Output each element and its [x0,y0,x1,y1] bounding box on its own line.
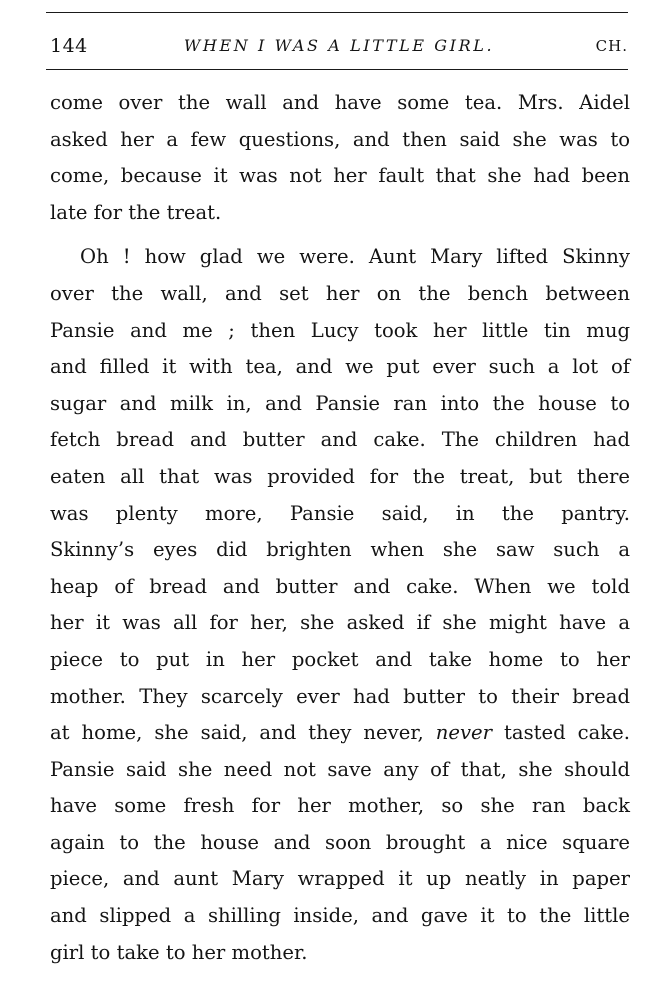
text-line: fetch bread and butter and cake. The children had [50,428,630,452]
running-title: WHEN I WAS A LITTLE GIRL. [183,36,495,55]
text-line: come over the wall and have some tea. Mrs. Aidel [50,91,630,114]
text-line: girl to take to her mother. [50,940,308,964]
line-start: at home, she said, and they never, [50,721,436,745]
text-line: Oh ! how glad we were. Aunt Mary lifted Skinny [80,245,630,269]
header-rule [46,69,628,70]
top-rule [46,12,628,13]
chapter-tag: CH. [595,37,628,55]
text-line: Skinny’s eyes did brighten when she saw such a [50,538,630,562]
body-text [50,85,630,971]
text-line: come, because it was not her fault that she had been [50,164,630,188]
text-line: have some fresh for her mother, so she ran back [50,794,630,818]
text-line: again to the house and soon brought a nice square [50,830,630,854]
paragraph-gap [50,231,630,239]
text-line: over the wall, and set her on the bench between [50,281,630,305]
text-line: mother. They scarcely ever had butter to their bread [50,684,630,708]
text-line: piece to put in her pocket and take home to her [50,647,630,671]
page-number: 144 [50,35,88,57]
text-line: Pansie and me ; then Lucy took her little tin mug [50,318,630,342]
text-line: and slipped a shilling inside, and gave it to the little [50,904,630,928]
text-line: Pansie said she need not save any of that, she should [50,757,630,781]
paragraph-2 [50,239,630,971]
running-head [50,33,628,59]
text-line: asked her a few questions, and then said she was to [50,127,630,151]
text-line: heap of bread and butter and cake. When we told [50,574,630,598]
text-line: piece, and aunt Mary wrapped it up neatly in paper [50,867,630,891]
text-line: late for the treat. [50,200,222,224]
text-line: eaten all that was provided for the treat, but there [50,464,630,488]
text-line: and filled it with tea, and we put ever such a lot of [50,355,630,379]
text-line: was plenty more, Pansie said, in the pantry. [50,501,630,525]
text-line: sugar and milk in, and Pansie ran into the house to [50,391,630,415]
paragraph-1 [50,85,630,231]
line-end: tasted cake. [492,721,630,745]
text-line: her it was all for her, she asked if she might have a [50,611,630,635]
text-line-with-emphasis [50,715,630,752]
emphasized-word: never [435,721,493,745]
